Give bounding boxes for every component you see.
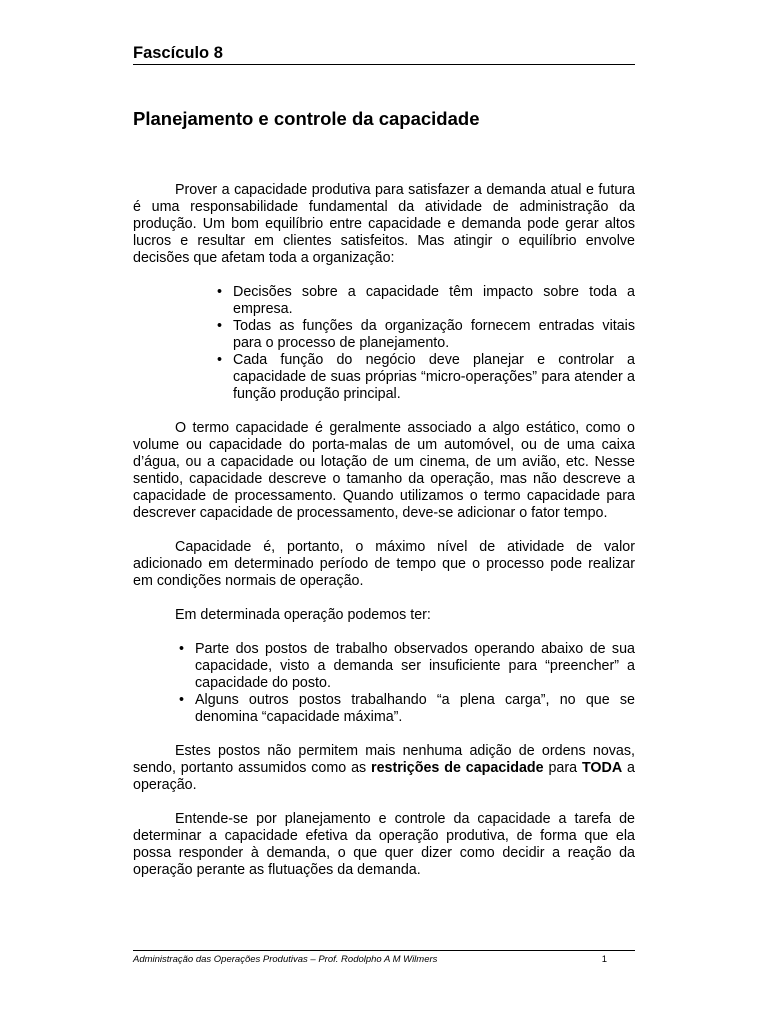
bullet-icon: • (217, 318, 223, 334)
footer-text: Administração das Operações Produtivas – Prof. Rodolpho A M Wilmers (133, 954, 438, 965)
paragraph-2: O termo capacidade é geralmente associado a algo estático, como o volume ou capacidade do porta-malas de um automóvel, ou de uma caixa d’água, ou a capacidade ou lotação de um cinema, de um avião, etc. Nesse sentido, capacidade descreve o tamanho da operação, mas não descreve a capacidade de processamento. Quando utilizamos o termo capacidade para descrever capacidade de processamento, deve-se adicionar o fator tempo. (133, 420, 635, 521)
page-footer (133, 950, 635, 966)
emphasis-toda: TODA (581, 760, 623, 776)
bullet-list-1 (217, 284, 635, 403)
list-item: • Decisões sobre a capacidade têm impacto sobre toda a empresa. (217, 284, 635, 317)
bullet-icon: • (179, 641, 185, 657)
page-header (133, 44, 635, 65)
list-item: • Todas as funções da organização fornecem entradas vitais para o processo de planejamento. (217, 318, 635, 351)
bullet-icon: • (217, 284, 223, 300)
document-title: Planejamento e controle da capacidade (133, 108, 480, 129)
paragraph-4: Em determinada operação podemos ter: (175, 607, 431, 623)
paragraph-3: Capacidade é, portanto, o máximo nível de atividade de valor adicionado em determinado período de tempo que o processo pode realizar em condições normais de operação. (133, 539, 635, 589)
header-title: Fascículo 8 (133, 44, 223, 62)
document-body (133, 182, 635, 879)
list-item: • Alguns outros postos trabalhando “a plena carga”, no que se denomina “capacidade máxima”. (179, 692, 635, 725)
paragraph-6: Entende-se por planejamento e controle da capacidade a tarefa de determinar a capacidade efetiva da operação produtiva, de forma que ela possa responder à demanda, o que quer dizer como decidir a reação da operação perante as flutuações da demanda. (133, 811, 635, 878)
list-item: • Parte dos postos de trabalho observados operando abaixo de sua capacidade, visto a demanda ser insuficiente para “preencher” a capacidade do posto. (179, 641, 635, 691)
list-item: • Cada função do negócio deve planejar e controlar a capacidade de suas próprias “micro-operações” para atender a função produção principal. (217, 352, 635, 402)
paragraph-5: Estes postos não permitem mais nenhuma adição de ordens novas, sendo, portanto assumidos como as restrições de capacidade para TODA a operação. (133, 743, 635, 793)
paragraph-1: Prover a capacidade produtiva para satisfazer a demanda atual e futura é uma responsabilidade fundamental da atividade de administração da produção. Um bom equilíbrio entre capacidade e demanda pode gerar altos lucros e resultar em clientes satisfeitos. Mas atingir o equilíbrio envolve decisões que afetam toda a organização: (133, 182, 635, 266)
page-number: 1 (601, 954, 607, 965)
bullet-icon: • (179, 692, 185, 708)
emphasis-capacity-restrictions: restrições de capacidade (371, 760, 544, 776)
bullet-list-2 (179, 641, 635, 726)
bullet-icon: • (217, 352, 223, 368)
